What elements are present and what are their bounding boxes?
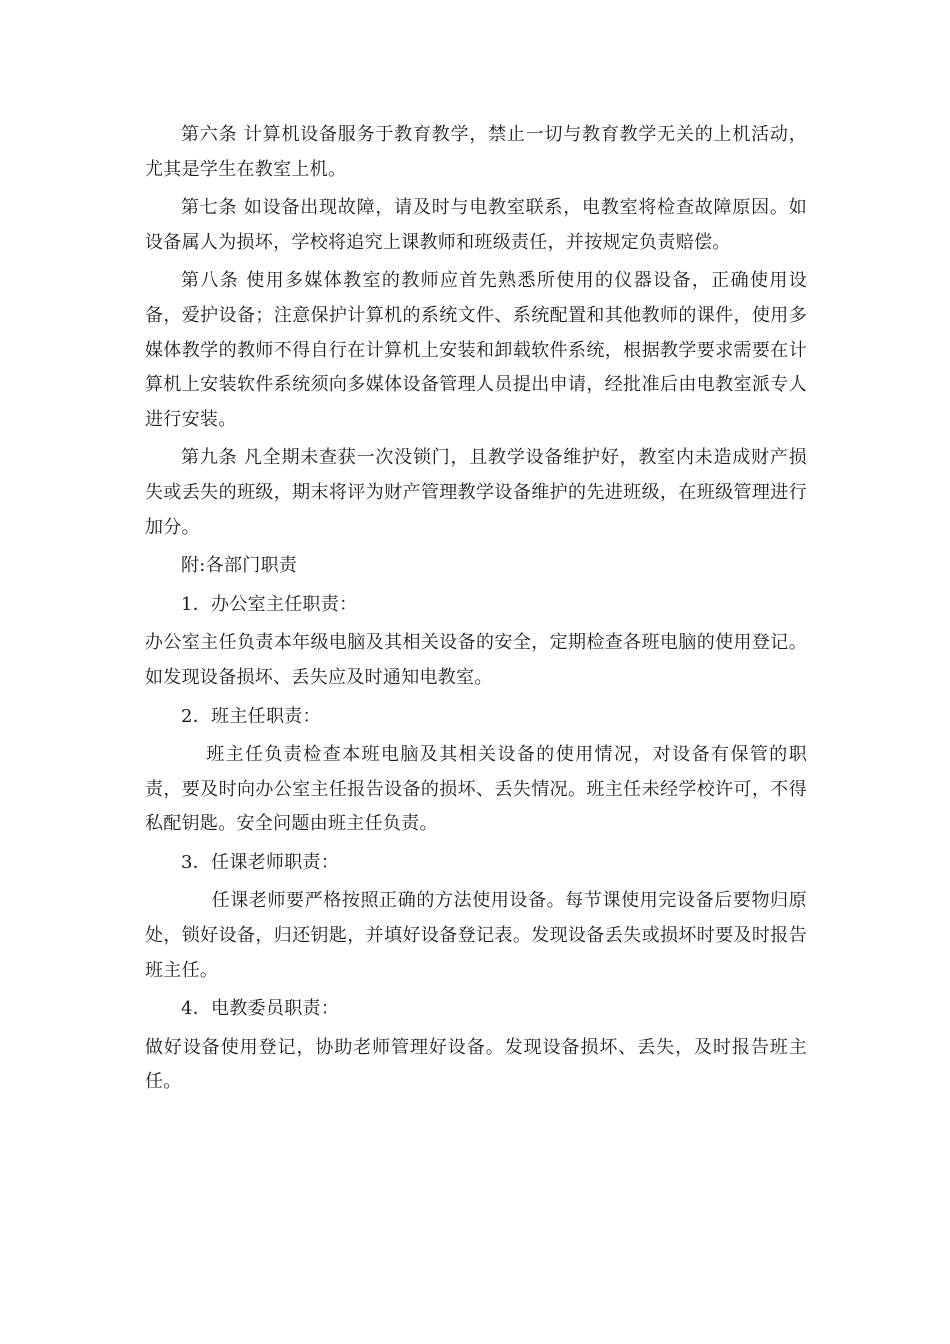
article-9: 第九条 凡全期未查获一次没锁门，且教学设备维护好，教室内未造成财产损失或丢失的班级，期末将评为财产管理教学设备维护的先进班级，在班级管理进行加分。 [145, 447, 807, 538]
article-6: 第六条 计算机设备服务于教育教学，禁止一切与教育教学无关的上机活动，尤其是学生在教室上机。 [145, 124, 807, 180]
section-body-av-monitor: 做好设备使用登记，协助老师管理好设备。发现设备损坏、丢失，及时报告班主任。 [145, 1036, 807, 1093]
appendix-title: 附:各部门职责 [181, 555, 298, 577]
article-7: 第七条 如设备出现故障，请及时与电教室联系，电教室将检查故障原因。如设备属人为损坏，学校将追究上课教师和班级责任，并按规定负责赔偿。 [145, 197, 807, 253]
section-heading-subject-teacher: 3．任课老师职责： [181, 851, 340, 873]
section-body-class-teacher: 班主任负责检查本班电脑及其相关设备的使用情况，对设备有保管的职责，要及时向办公室主任报告设备的损坏、丢失情况。班主任未经学校许可，不得私配钥匙。安全问题由班主任负责。 [145, 744, 807, 835]
section-heading-av-monitor: 4．电教委员职责： [181, 998, 340, 1020]
document-page [145, 118, 807, 1100]
section-heading-office-director: 1．办公室主任职责： [181, 593, 358, 615]
section-body-office-director: 办公室主任负责本年级电脑及其相关设备的安全，定期检查各班电脑的使用登记。如发现设备损坏、丢失应及时通知电教室。 [145, 632, 807, 688]
section-heading-class-teacher: 2．班主任职责： [181, 705, 321, 727]
article-8: 第八条 使用多媒体教室的教师应首先熟悉所使用的仪器设备，正确使用设备，爱护设备；注意保护计算机的系统文件、系统配置和其他教师的课件，使用多媒体教学的教师不得自行在计算机上安装和卸载软件系统，根据教学要求需要在计算机上安装软件系统须向多媒体设备管理人员提出申请，经批准后由电教室派专人进行安装。 [145, 270, 807, 430]
section-body-subject-teacher: 任课老师要严格按照正确的方法使用设备。每节课使用完设备后要物归原处，锁好设备，归还钥匙，并填好设备登记表。发现设备丢失或损坏时要及时报告班主任。 [145, 890, 807, 981]
